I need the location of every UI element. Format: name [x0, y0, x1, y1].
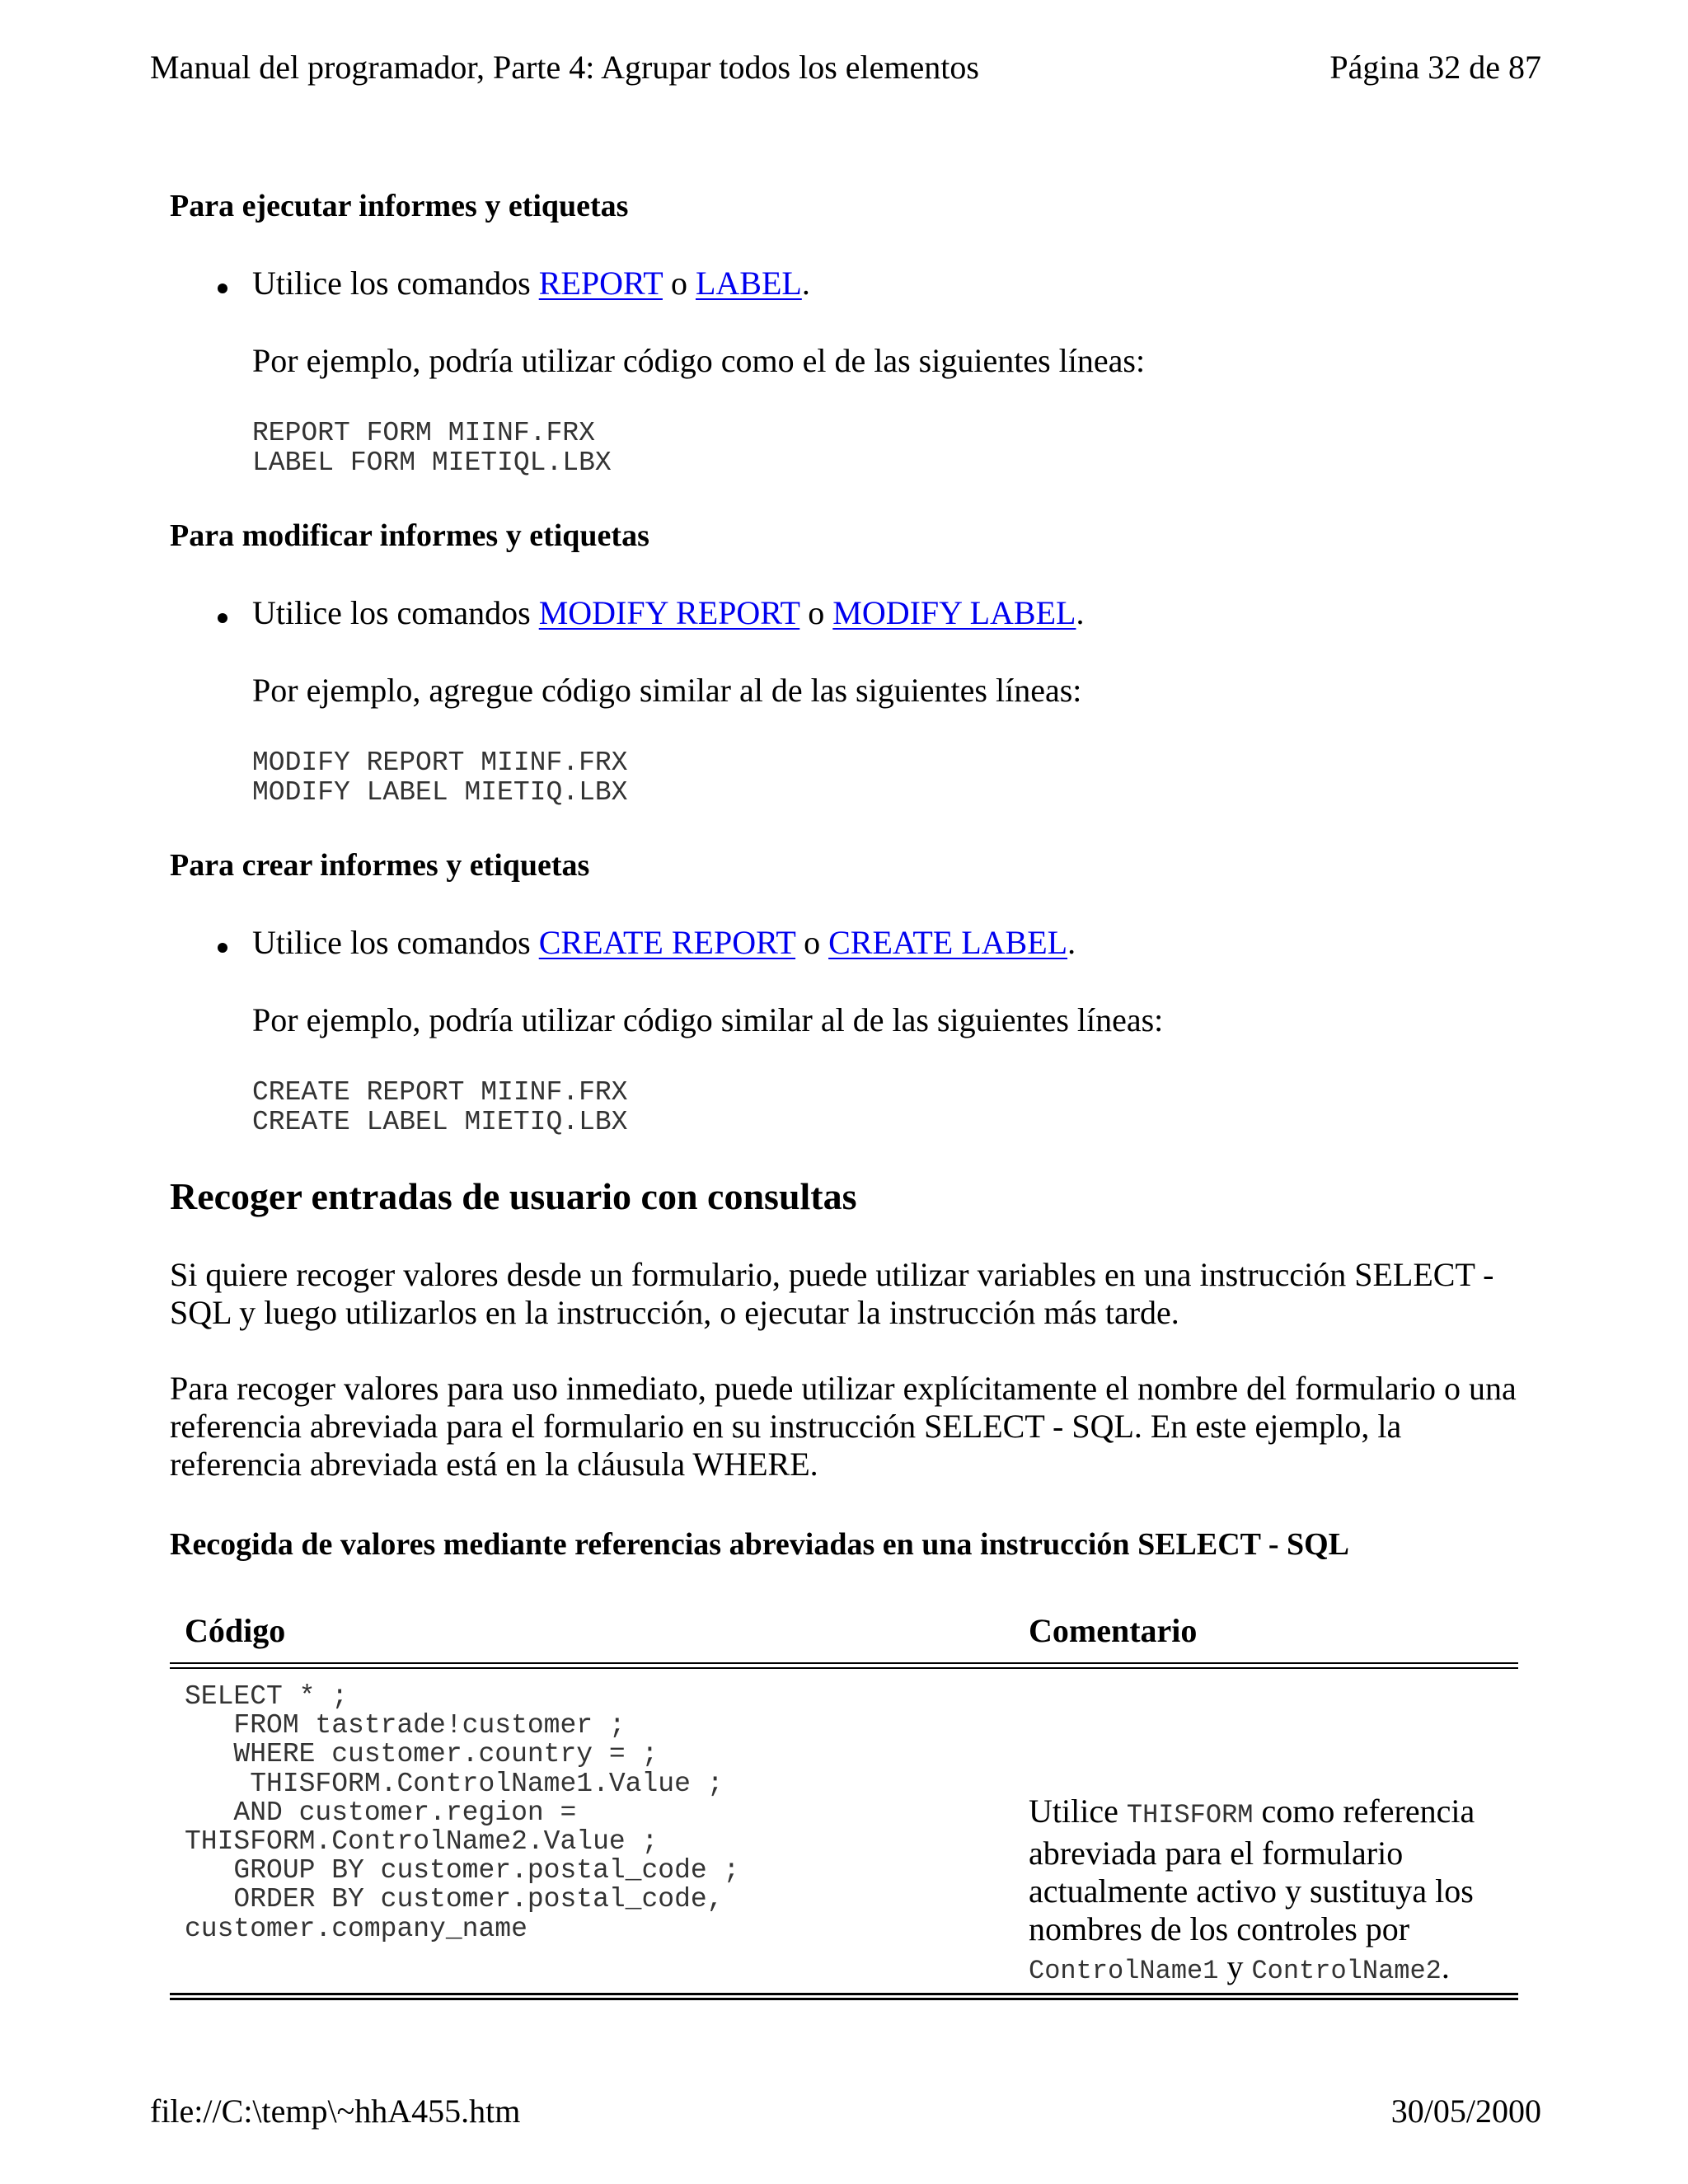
bullet-icon [218, 613, 227, 623]
link-create-report[interactable]: CREATE REPORT [538, 924, 796, 961]
bullet-modify-commands [252, 593, 1084, 632]
comment-code-controlname2: ControlName2 [1251, 1956, 1442, 1986]
paragraph-intro: Si quiere recoger valores desde un formulario, puede utilizar variables en una instrucción SELECT - SQL y luego utilizarlos en la instrucción, o ejecutar la instrucción más tarde. [170, 1256, 1494, 1331]
page-number: Página 32 de 87 [1329, 49, 1541, 86]
bullet-connector: o [795, 924, 829, 961]
section-heading-run-reports: Para ejecutar informes y etiquetas [170, 189, 629, 223]
document-title: Manual del programador, Parte 4: Agrupar todos los elementos [150, 49, 979, 86]
paragraph-immediate-use: Para recoger valores para uso inmediato, puede utilizar explícitamente el nombre del formulario o una referencia abreviada para el formulario en su instrucción SELECT - SQL. En este ejemplo, la referencia abreviada está en la cláusula WHERE. [170, 1370, 1517, 1483]
link-modify-label[interactable]: MODIFY LABEL [832, 594, 1076, 631]
table-header-code: Código [185, 1612, 286, 1649]
bullet-text-prefix: Utilice los comandos [252, 594, 539, 631]
bullet-create-commands [252, 923, 1076, 962]
section-heading-create-reports: Para crear informes y etiquetas [170, 848, 590, 883]
comment-text-3: y [1218, 1948, 1252, 1985]
comment-code-thisform: THISFORM [1126, 1800, 1254, 1830]
bullet-text-prefix: Utilice los comandos [252, 265, 539, 302]
comment-text-1: Utilice [1029, 1793, 1127, 1830]
example-intro-modify: Por ejemplo, agregue código similar al de las siguientes líneas: [252, 672, 1082, 709]
table-header-divider [170, 1662, 1518, 1669]
section-heading-modify-reports: Para modificar informes y etiquetas [170, 518, 649, 553]
bullet-icon [218, 943, 227, 953]
table-caption: Recogida de valores mediante referencias abreviadas en una instrucción SELECT - SQL [170, 1527, 1350, 1562]
table-cell-comment [1029, 1793, 1507, 1990]
table-bottom-divider [170, 1993, 1518, 2000]
bullet-text-suffix: . [1076, 594, 1085, 631]
table-header-comment: Comentario [1029, 1612, 1198, 1649]
bullet-connector: o [799, 594, 833, 631]
bullet-run-commands [252, 264, 810, 302]
bullet-connector: o [662, 265, 696, 302]
comment-text-2: como referencia abreviada para el formulario actualmente activo y sustituya los nombres de los controles por [1029, 1793, 1475, 1947]
bullet-icon [218, 284, 227, 293]
link-modify-report[interactable]: MODIFY REPORT [538, 594, 800, 631]
link-report[interactable]: REPORT [538, 265, 663, 302]
section-title-user-input: Recoger entradas de usuario con consultas [170, 1175, 857, 1217]
code-example-create: CREATE REPORT MIINF.FRX CREATE LABEL MIETIQ.LBX [252, 1077, 628, 1137]
code-example-run: REPORT FORM MIINF.FRX LABEL FORM MIETIQL.LBX [252, 418, 612, 478]
file-path: file://C:\temp\~hhA455.htm [150, 2093, 521, 2130]
code-example-modify: MODIFY REPORT MIINF.FRX MODIFY LABEL MIETIQ.LBX [252, 748, 628, 808]
comment-code-controlname1: ControlName1 [1029, 1956, 1219, 1986]
comment-text-4: . [1441, 1948, 1450, 1985]
table-cell-code: SELECT * ; FROM tastrade!customer ; WHERE customer.country = ; THISFORM.ControlName1.Value ; AND customer.region = THISFORM.ControlName2.Value ; GROUP BY customer.postal_code ; ORDER BY customer.postal_code, customer.company_name [185, 1681, 740, 1944]
example-intro-create: Por ejemplo, podría utilizar código similar al de las siguientes líneas: [252, 1001, 1164, 1038]
page-footer [150, 2092, 1541, 2138]
example-intro-run: Por ejemplo, podría utilizar código como el de las siguientes líneas: [252, 342, 1146, 379]
print-date: 30/05/2000 [1390, 2093, 1541, 2130]
bullet-text-prefix: Utilice los comandos [252, 924, 539, 961]
bullet-text-suffix: . [1067, 924, 1076, 961]
bullet-text-suffix: . [801, 265, 810, 302]
page-header [150, 48, 1541, 94]
link-label[interactable]: LABEL [695, 265, 802, 302]
link-create-label[interactable]: CREATE LABEL [828, 924, 1068, 961]
